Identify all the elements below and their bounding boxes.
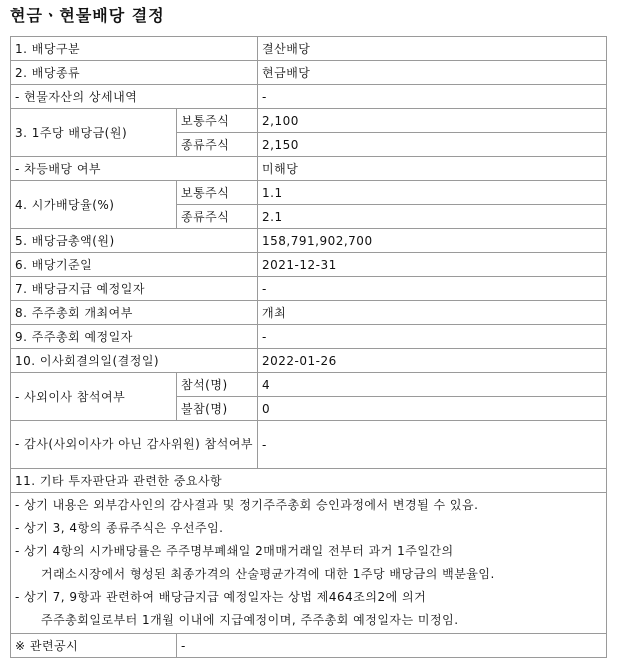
dividend-table xyxy=(10,36,607,658)
in-kind-asset-value: - xyxy=(258,85,607,109)
agm-held-value: 개최 xyxy=(258,301,607,325)
note-line: 거래소시장에서 형성된 최종가격의 산술평균가격에 대한 1주당 배당금의 백분율임. xyxy=(41,567,495,581)
payment-date-value: - xyxy=(258,277,607,301)
payment-date-label: 7. 배당금지급 예정일자 xyxy=(11,277,258,301)
attendance-absent-value: 0 xyxy=(258,397,607,421)
note-line: - 상기 4항의 시가배당률은 주주명부폐쇄일 2매매거래일 전부터 과거 1주일간의 xyxy=(15,544,454,558)
dps-preferred-value: 2,150 xyxy=(258,133,607,157)
note-line: - 상기 7, 9항과 관련하여 배당금지급 예정일자는 상법 제464조의2에 의거 xyxy=(15,590,427,604)
yield-preferred-label: 종류주식 xyxy=(177,205,258,229)
in-kind-asset-label: - 현물자산의 상세내역 xyxy=(11,85,258,109)
outside-director-attendance-label: - 사외이사 참석여부 xyxy=(11,373,177,421)
dps-common-value: 2,100 xyxy=(258,109,607,133)
note-line: - 상기 3, 4항의 종류주식은 우선주임. xyxy=(15,521,224,535)
record-date-label: 6. 배당기준일 xyxy=(11,253,258,277)
attendance-absent-label: 불참(명) xyxy=(177,397,258,421)
table-row xyxy=(11,61,607,85)
table-row xyxy=(11,277,607,301)
yield-label: 4. 시가배당율(%) xyxy=(11,181,177,229)
note-line: - 상기 내용은 외부감사인의 감사결과 및 정기주주총회 승인과정에서 변경될 수 있음. xyxy=(15,498,479,512)
yield-preferred-value: 2.1 xyxy=(258,205,607,229)
board-resolution-date-value: 2022-01-26 xyxy=(258,349,607,373)
agm-date-label: 9. 주주총회 예정일자 xyxy=(11,325,258,349)
other-matters-notes xyxy=(11,493,607,634)
yield-common-label: 보통주식 xyxy=(177,181,258,205)
other-matters-label: 11. 기타 투자판단과 관련한 중요사항 xyxy=(11,469,607,493)
table-row xyxy=(11,301,607,325)
related-disclosure-value: - xyxy=(177,634,607,658)
agm-held-label: 8. 주주총회 개최여부 xyxy=(11,301,258,325)
table-row xyxy=(11,469,607,493)
total-dividend-value: 158,791,902,700 xyxy=(258,229,607,253)
table-row xyxy=(11,421,607,469)
table-row xyxy=(11,109,607,133)
dividend-kind-label: 2. 배당종류 xyxy=(11,61,258,85)
note-line: 주주총회일로부터 1개월 이내에 지급예정이며, 주주총회 예정일자는 미정임. xyxy=(41,613,459,627)
dps-preferred-label: 종류주식 xyxy=(177,133,258,157)
record-date-value: 2021-12-31 xyxy=(258,253,607,277)
table-row xyxy=(11,157,607,181)
attendance-present-value: 4 xyxy=(258,373,607,397)
yield-common-value: 1.1 xyxy=(258,181,607,205)
agm-date-value: - xyxy=(258,325,607,349)
related-disclosure-label: ※ 관련공시 xyxy=(11,634,177,658)
table-row xyxy=(11,253,607,277)
table-row xyxy=(11,493,607,634)
attendance-present-label: 참석(명) xyxy=(177,373,258,397)
dps-common-label: 보통주식 xyxy=(177,109,258,133)
total-dividend-label: 5. 배당금총액(원) xyxy=(11,229,258,253)
table-row xyxy=(11,85,607,109)
differential-dividend-value: 미해당 xyxy=(258,157,607,181)
table-row xyxy=(11,37,607,61)
dividend-type-label: 1. 배당구분 xyxy=(11,37,258,61)
table-row xyxy=(11,181,607,205)
table-row xyxy=(11,373,607,397)
differential-dividend-label: - 차등배당 여부 xyxy=(11,157,258,181)
board-resolution-date-label: 10. 이사회결의일(결정일) xyxy=(11,349,258,373)
auditor-attendance-label: - 감사(사외이사가 아닌 감사위원) 참석여부 xyxy=(11,421,258,469)
table-row xyxy=(11,349,607,373)
page-title: 현금ㆍ현물배당 결정 xyxy=(10,6,165,25)
dividend-type-value: 결산배당 xyxy=(258,37,607,61)
table-row xyxy=(11,229,607,253)
table-row xyxy=(11,325,607,349)
auditor-attendance-value: - xyxy=(258,421,607,469)
dividend-kind-value: 현금배당 xyxy=(258,61,607,85)
dps-label: 3. 1주당 배당금(원) xyxy=(11,109,177,157)
